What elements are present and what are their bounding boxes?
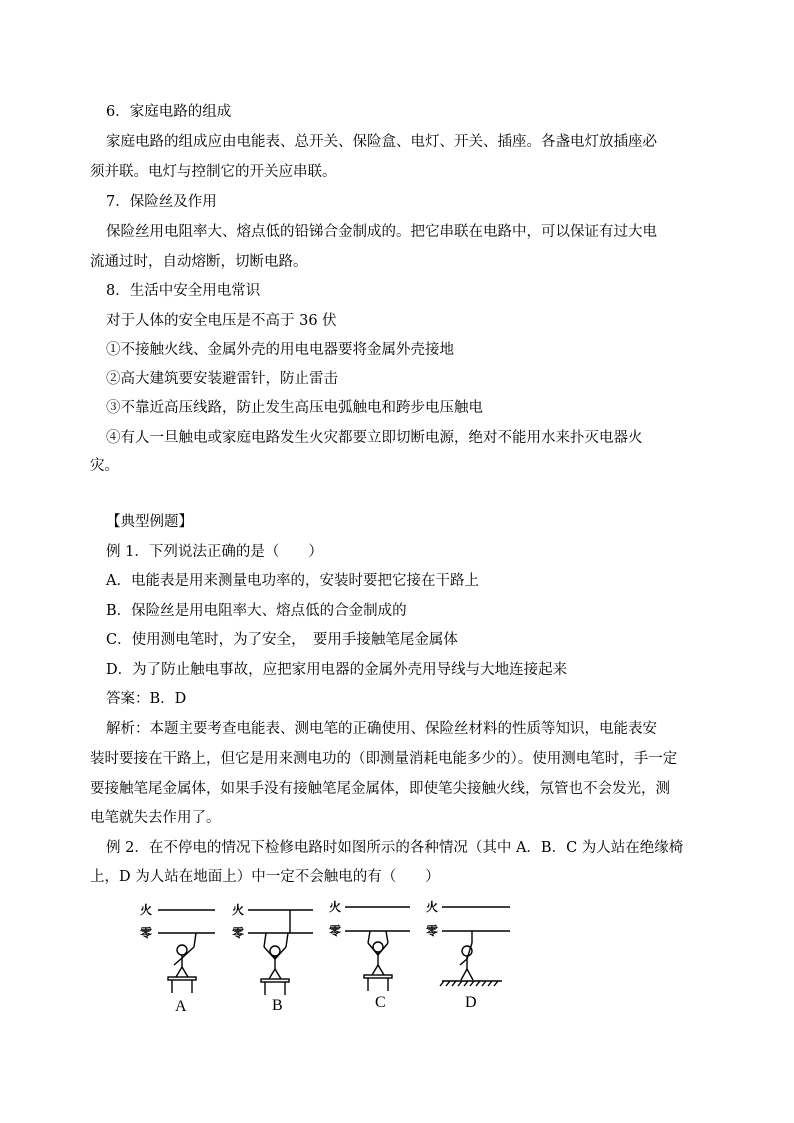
example-1-option-a: A．电能表是用来测量电功率的，安装时要把它接在干路上: [106, 573, 479, 589]
panel-label-b: B: [272, 997, 283, 1014]
section-8-text: 对于人体的安全电压是不高于 36 伏: [106, 313, 337, 329]
section-7-text-1: 保险丝用电阻率大、熔点低的铅锑合金制成的。把它串联在电路中，可以保证有过大电: [106, 224, 657, 240]
example-1-question: 例 1．下列说法正确的是（ ）: [106, 544, 323, 560]
section-8-item-4-cont: 灾。: [90, 458, 119, 474]
live-label-b: 火: [232, 903, 245, 917]
example-1-option-c: C．使用测电笔时，为了安全， 要用手接触笔尾金属体: [106, 632, 458, 648]
live-label-c: 火: [329, 900, 342, 914]
figure-b-person: [261, 910, 290, 995]
section-6-text-1: 家庭电路的组成应由电能表、总开关、保险盒、电灯、开关、插座。各盏电灯放插座必: [106, 134, 657, 150]
example-2-question-2: 上，D 为人站在地面上）中一定不会触电的有（ ）: [90, 869, 440, 885]
section-6-title: 6．家庭电路的组成: [106, 104, 232, 120]
example-1-answer: 答案：B．D: [106, 691, 187, 707]
neutral-label-d: 零: [426, 924, 439, 938]
example-1-explanation-4: 电笔就失去作用了。: [90, 810, 221, 826]
section-8-item-3: ③不靠近高压线路，防止发生高压电弧触电和跨步电压触电: [106, 400, 483, 416]
section-8-item-4: ④有人一旦触电或家庭电路发生火灾都要立即切断电源，绝对不能用水来扑灭电器火: [106, 430, 643, 446]
neutral-label-c: 零: [329, 924, 342, 938]
section-7-title: 7．保险丝及作用: [106, 194, 217, 210]
section-8-item-2: ②高大建筑要安装避雷针，防止雷击: [106, 371, 338, 387]
live-label-d: 火: [426, 900, 439, 914]
panel-label-a: A: [175, 998, 187, 1015]
example-1-explanation-1: 解析：本题主要考查电能表、测电笔的正确使用、保险丝材料的性质等知识，电能表安: [106, 721, 657, 737]
live-label-a: 火: [140, 903, 153, 917]
panel-label-d: D: [465, 994, 477, 1011]
example-2-question-1: 例 2．在不停电的情况下检修电路时如图所示的各种情况（其中 A．B．C 为人站在绝缘椅: [106, 840, 684, 856]
section-8-item-1: ①不接触火线、金属外壳的用电电器要将金属外壳接地: [106, 342, 454, 358]
example-1-option-d: D．为了防止触电事故，应把家用电器的金属外壳用导线与大地连接起来: [106, 662, 568, 678]
figure-c-person: [364, 931, 392, 991]
example-1-explanation-2: 装时要接在干路上，但它是用来测电功的（即测量消耗电能多少的）。使用测电笔时，手一定: [90, 751, 678, 767]
neutral-label-a: 零: [140, 926, 153, 940]
examples-heading: 【典型例题】: [106, 514, 193, 530]
section-7-text-2: 流通过时，自动熔断，切断电路。: [90, 254, 308, 270]
neutral-label-b: 零: [232, 926, 245, 940]
section-8-title: 8．生活中安全用电常识: [106, 283, 261, 299]
figure-a-person: [168, 933, 196, 993]
section-6-text-2: 须并联。电灯与控制它的开关应串联。: [90, 164, 337, 180]
example-1-option-b: B．保险丝是用电阻率大、熔点低的合金制成的: [106, 603, 407, 619]
figure-d-person: [440, 931, 502, 986]
example-1-explanation-3: 要接触笔尾金属体，如果手没有接触笔尾金属体，即使笔尖接触火线，氖管也不会发光，测: [90, 781, 670, 797]
panel-label-c: C: [375, 994, 386, 1011]
